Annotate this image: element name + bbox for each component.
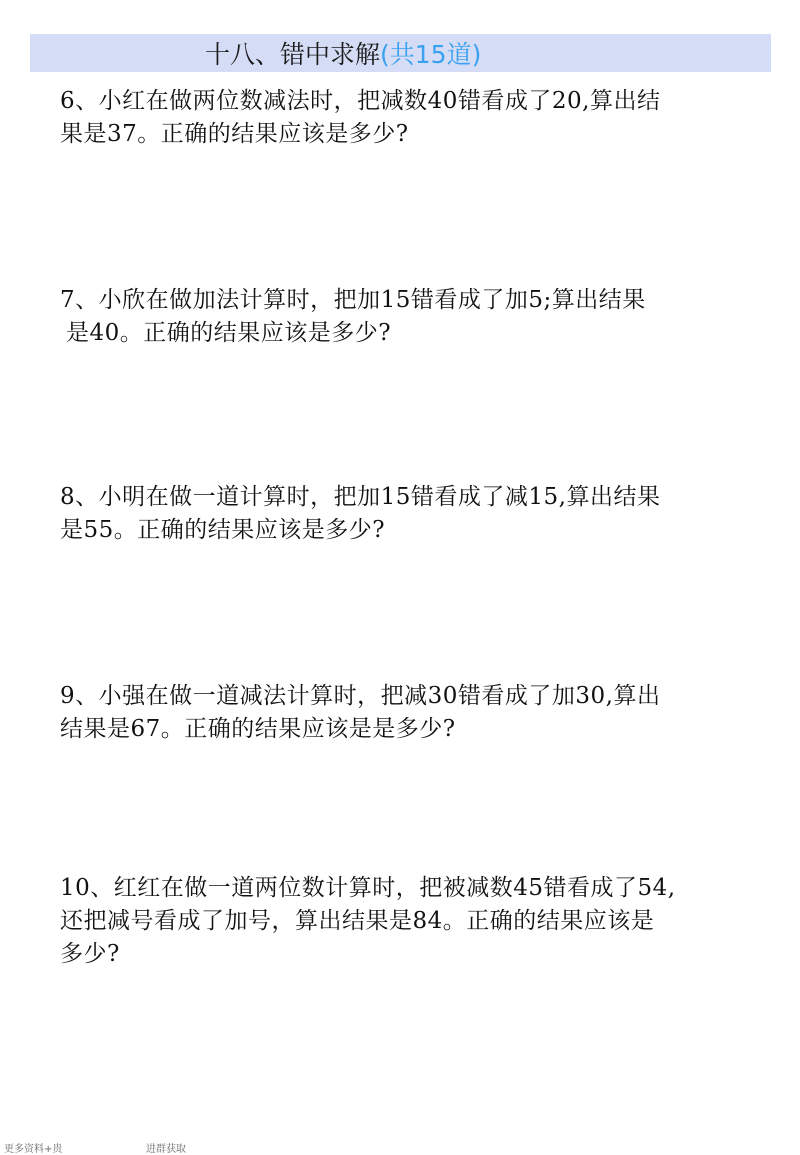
- question-8: [60, 481, 760, 547]
- question-9-line-1: 9、小强在做一道减法计算时，把减30错看成了加30,算出: [60, 683, 661, 709]
- question-6-line-2: 果是37。正确的结果应该是多少?: [60, 121, 409, 147]
- footer-note-left: 更多资料+贵: [4, 1144, 63, 1155]
- question-9: [60, 680, 760, 746]
- question-10: [60, 872, 760, 971]
- question-8-line-1: 8、小明在做一道计算时，把加15错看成了减15,算出结果: [60, 484, 661, 510]
- question-6: [60, 85, 760, 151]
- question-6-line-1: 6、小红在做两位数减法时，把减数40错看成了20,算出结: [60, 88, 661, 114]
- question-10-line-1: 10、红红在做一道两位数计算时，把被减数45错看成了54,: [60, 875, 676, 901]
- question-7-line-2: 是40。正确的结果应该是多少?: [66, 320, 392, 346]
- question-8-line-2: 是55。正确的结果应该是多少?: [60, 517, 386, 543]
- section-title-count: (共15道): [380, 40, 482, 69]
- question-10-line-2: 还把减号看成了加号，算出结果是84。正确的结果应该是: [60, 908, 655, 934]
- question-9-line-2: 结果是67。正确的结果应该是是多少?: [60, 716, 456, 742]
- footer-note-right: 进群获取: [146, 1144, 186, 1155]
- question-7-line-1: 7、小欣在做加法计算时，把加15错看成了加5;算出结果: [60, 287, 646, 313]
- question-10-line-3: 多少?: [60, 941, 120, 967]
- section-title: [205, 40, 481, 70]
- section-title-main: 十八、错中求解: [205, 40, 381, 69]
- question-7: [60, 284, 760, 350]
